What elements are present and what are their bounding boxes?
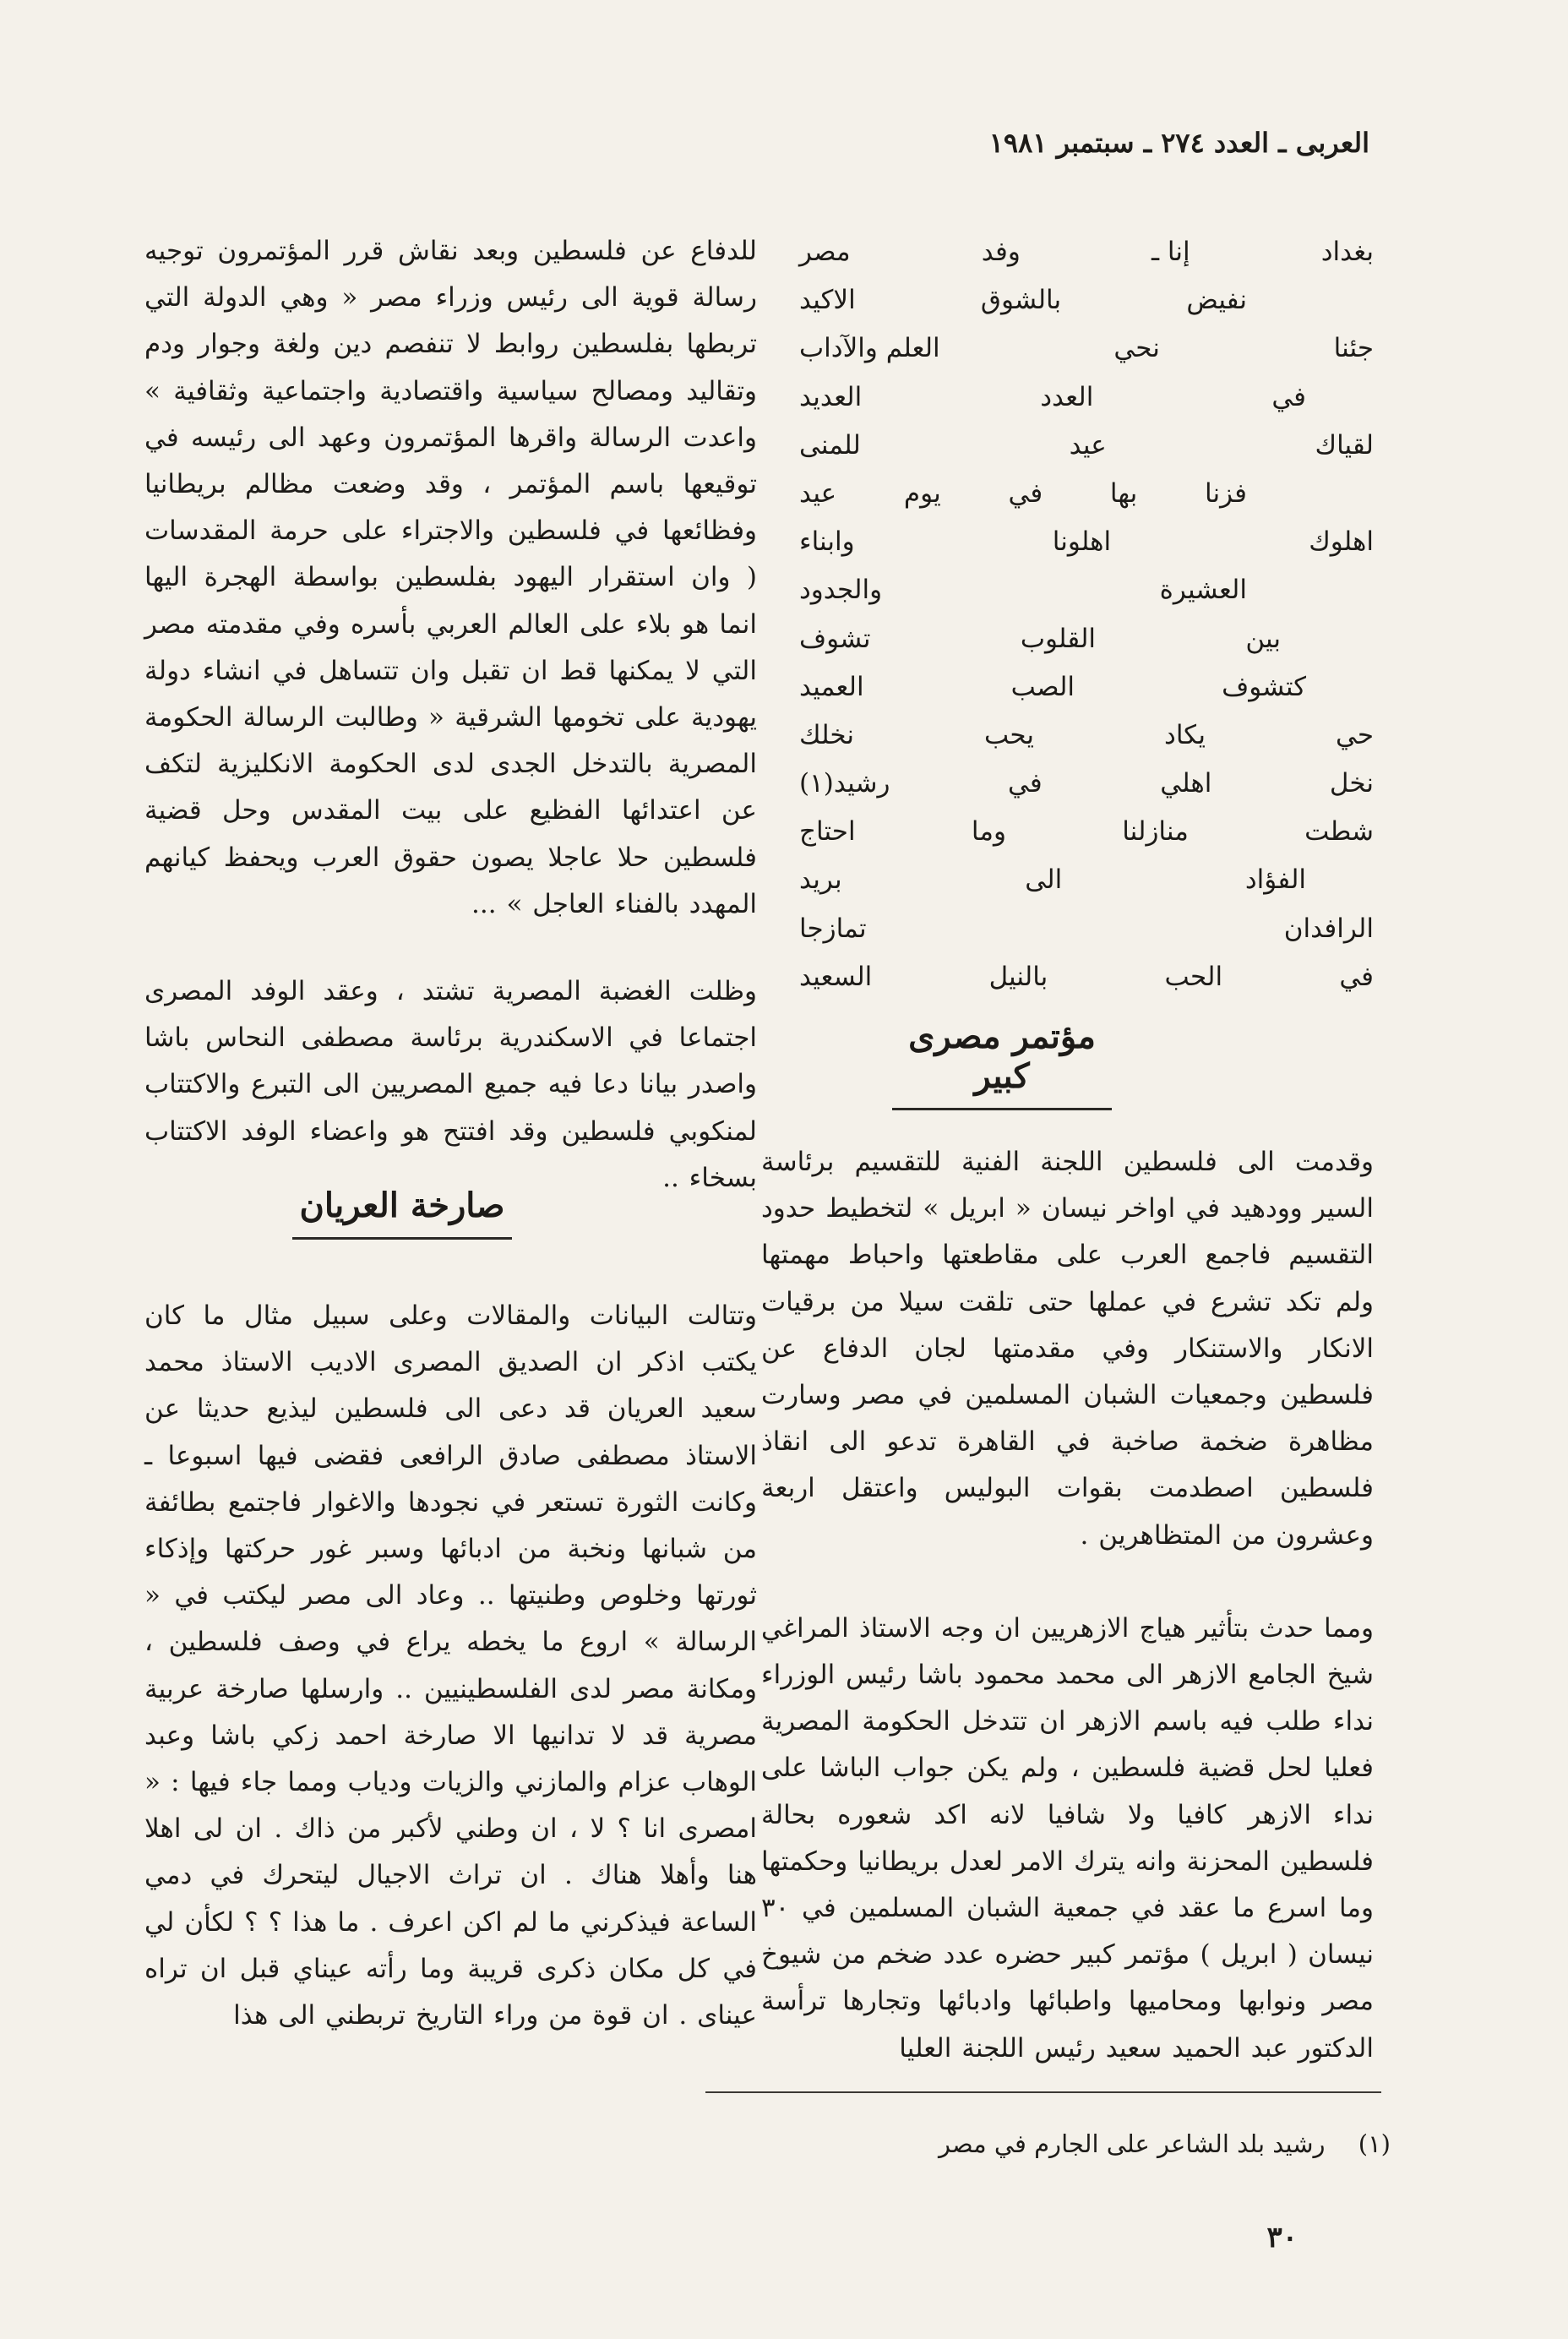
poem-word: الفؤاد	[1244, 864, 1306, 896]
poem-word: السعيد	[799, 961, 873, 992]
poem-word: في	[1339, 961, 1374, 992]
poem-word: بالنيل	[988, 961, 1048, 992]
poem-word: شطت	[1304, 816, 1374, 848]
poem-line	[799, 422, 1374, 470]
section-heading-aryan: صارخة العريان	[292, 1179, 512, 1240]
poem-word: اهلوك	[1309, 526, 1374, 558]
poem-line	[799, 276, 1247, 324]
poem-line	[799, 712, 1374, 760]
poem-word: يحب	[983, 719, 1035, 750]
poem-word: بغداد	[1320, 237, 1374, 267]
poem-word: يوم	[903, 477, 941, 509]
poem-word: نفيض	[1186, 285, 1247, 316]
footnote	[939, 2129, 1391, 2158]
poem-word: تشوف	[799, 623, 871, 654]
left-column	[144, 228, 757, 1202]
poem	[799, 228, 1374, 1001]
poem-word: الصب	[1010, 671, 1075, 702]
poem-line	[799, 566, 1247, 614]
poem-word: عيد	[1069, 429, 1107, 461]
poem-word: نخلك	[799, 719, 855, 750]
left-paragraph-2: وظلت الغضبة المصرية تشتد ، وعقد الوفد المصرى اجتماعا في الاسكندرية برئاسة مصطفى النحاس باشا واصدر بيانا دعا فيه جميع المصريين الى التبرع والاكتتاب لمنكوبي فلسطين وقد افتتح هو واعضاء الوفد الاكتتاب بسخاء ..	[144, 976, 757, 1193]
poem-word: العلم والآداب	[799, 333, 940, 364]
poem-word: بريد	[799, 864, 842, 896]
footnote-text: رشيد بلد الشاعر على الجارم في مصر	[938, 2129, 1326, 2158]
poem-word: حي	[1335, 719, 1374, 750]
poem-word: في	[1008, 477, 1043, 509]
right-paragraph-1: وقدمت الى فلسطين اللجنة الفنية للتقسيم برئاسة السير وودهيد في اواخر نيسان « ابريل » لتخطيط حدود التقسيم فاجمع العرب على مقاطعتها واحباط مهمتها ولم تكد تشرع في عملها حتى تلقت سيلا من برقيات الانكار والاستنكار وفي مقدمتها لجان الدفاع عن فلسطين وجمعيات الشبان المسلمين في مصر وسارت مظاهرة ضخمة صاخبة في القاهرة تدعو الى انقاذ فلسطين اصطدمت بقوات البوليس واعتقل اربعة وعشرون من المتظاهرين .	[761, 1147, 1374, 1551]
poem-line	[799, 324, 1374, 373]
conference-heading-wrap	[892, 1010, 1112, 1110]
footnote-number: (١)	[1358, 2129, 1391, 2158]
right-column-body	[761, 1139, 1374, 2072]
poem-word: القلوب	[1020, 623, 1097, 654]
poem-line	[799, 663, 1306, 712]
page-number: ٣٠	[1266, 2221, 1298, 2254]
poem-word: العديد	[799, 381, 863, 412]
poem-word: بها	[1109, 477, 1138, 509]
poem-line	[799, 228, 1374, 276]
poem-word: في	[1008, 768, 1043, 799]
left-column-body	[144, 1293, 757, 2039]
poem-line	[799, 760, 1374, 808]
poem-word: مصر	[799, 237, 851, 267]
poem-word: الاكيد	[799, 285, 856, 316]
poem-line	[799, 808, 1374, 856]
left-paragraph-1: للدفاع عن فلسطين وبعد نقاش قرر المؤتمرون توجيه رسالة قوية الى رئيس وزراء مصر « وهي الدولة التي تربطها بفلسطين روابط لا تنفصم دين ولغة وجوار ودم وتقاليد ومصالح سياسية واقتصادية واجتماعية وثقافية » واعدت الرسالة واقرها المؤتمرون وعهد الى رئيسه في توقيعها باسم المؤتمر ، وقد وضعت مظالم بريطانيا وفظائعها في فلسطين والاجتراء على حرمة المقدسات ( وان استقرار اليهود بفلسطين بواسطة الهجرة اليها انما هو بلاء على العالم العربي بأسره وفي مقدمته مصر التي لا يمكنها قط ان تقبل وان تتساهل في انشاء دولة يهودية على تخومها الشرقية « وطالبت الرسالة الحكومة المصرية بالتدخل الجدى لدى الحكومة الانكليزية لتكف عن اعتدائها الفظيع على بيت المقدس وحل قضية فلسطين حلا عاجلا يصون حقوق العرب ويحفظ كيانهم المهدد بالفناء العاجل » ...	[144, 236, 757, 919]
poem-word: العميد	[799, 671, 864, 702]
poem-word: بين	[1245, 623, 1281, 654]
running-header: العربى ـ العدد ٢٧٤ ـ سبتمبر ١٩٨١	[988, 127, 1369, 159]
poem-word: يكاد	[1164, 719, 1206, 750]
right-column	[765, 228, 1374, 1001]
poem-word: وابناء	[799, 526, 855, 558]
poem-word: عيد	[799, 477, 837, 509]
poem-line	[799, 953, 1374, 1001]
poem-word: الى	[1025, 864, 1063, 896]
poem-word: فزنا	[1205, 477, 1247, 509]
poem-line	[799, 518, 1374, 566]
poem-word: الحب	[1164, 961, 1223, 992]
poem-word: بالشوق	[980, 285, 1062, 316]
poem-word: نخل	[1329, 768, 1374, 799]
poem-line	[799, 615, 1281, 663]
poem-word: للمنى	[799, 429, 861, 461]
poem-word: نحي	[1113, 333, 1160, 364]
poem-word: العشيرة	[1159, 575, 1247, 606]
poem-line	[799, 905, 1374, 953]
poem-word: لقياك	[1315, 429, 1374, 461]
poem-word: كتشوف	[1222, 671, 1306, 702]
poem-word: احتاج	[799, 816, 856, 848]
aryan-heading-wrap	[292, 1179, 512, 1240]
poem-word: والجدود	[799, 575, 883, 606]
poem-word: منازلنا	[1122, 816, 1189, 848]
poem-word: اهلي	[1160, 768, 1212, 799]
poem-word: وفد	[981, 237, 1021, 267]
poem-line	[799, 856, 1306, 904]
poem-line	[799, 373, 1306, 422]
poem-word: جئنا	[1333, 333, 1374, 364]
poem-word: إنا ـ	[1151, 237, 1190, 267]
section-heading-conference: مؤتمر مصرى كبير	[892, 1010, 1112, 1110]
poem-word: العدد	[1040, 381, 1094, 412]
poem-word: وما	[971, 816, 1006, 848]
poem-word: اهلونا	[1052, 526, 1112, 558]
poem-word: الرافدان	[1283, 913, 1374, 944]
poem-word: في	[1271, 381, 1306, 412]
left-paragraph-3: وتتالت البيانات والمقالات وعلى سبيل مثال ما كان يكتب اذكر ان الصديق المصرى الاديب الاستاذ محمد سعيد العريان قد دعى الى فلسطين ليذيع حديثا عن الاستاذ مصطفى صادق الرافعى فقضى فيها اسبوعا ـ وكانت الثورة تستعر في نجودها والاغوار فاجتمع بطائفة من شبانها ونخبة من ادبائها وسبر غور حركتها وإذكاء ثورتها وخلوص وطنيتها .. وعاد الى مصر ليكتب في « الرسالة » اروع ما يخطه يراع في وصف فلسطين ، ومكانة مصر لدى الفلسطينيين .. وارسلها صارخة عربية مصرية قد لا تدانيها الا صارخة احمد زكي باشا وعبد الوهاب عزام والمازني والزيات ودياب ومما جاء فيها : « امصرى انا ؟ لا ، ان وطني لأكبر من ذاك . ان لى اهلا هنا وأهلا هناك . ان تراث الاجيال ليتحرك في دمي الساعة فيذكرني ما لم اكن اعرف . ما هذا ؟ ؟ لكأن لي في كل مكان ذكرى قريبة وما رأته عيناي قبل ان تراه عيناى . ان قوة من وراء التاريخ تربطني الى هذا	[144, 1300, 757, 2031]
poem-line	[799, 470, 1247, 518]
poem-word: رشيد(١)	[799, 768, 890, 799]
footnote-divider	[705, 2091, 1381, 2093]
right-paragraph-2: ومما حدث بتأثير هياج الازهريين ان وجه الاستاذ المراغي شيخ الجامع الازهر الى محمد محمود باشا رئيس الوزراء نداء طلب فيه باسم الازهر ان تتدخل الحكومة المصرية فعليا لحل قضية فلسطين ، ولم يكن جواب الباشا على نداء الازهر كافيا ولا شافيا لانه اكد شعوره بحالة فلسطين المحزنة وانه يترك الامر لعدل بريطانيا وحكمتها وما اسرع ما عقد في جمعية الشبان المسلمين في ٣٠ نيسان ( ابريل ) مؤتمر كبير حضره عدد ضخم من شيوخ مصر ونوابها ومحاميها واطبائها وادبائها وتجارها ترأسة الدكتور عبد الحميد سعيد رئيس اللجنة العليا	[761, 1612, 1374, 2064]
poem-word: تمازجا	[799, 913, 867, 944]
